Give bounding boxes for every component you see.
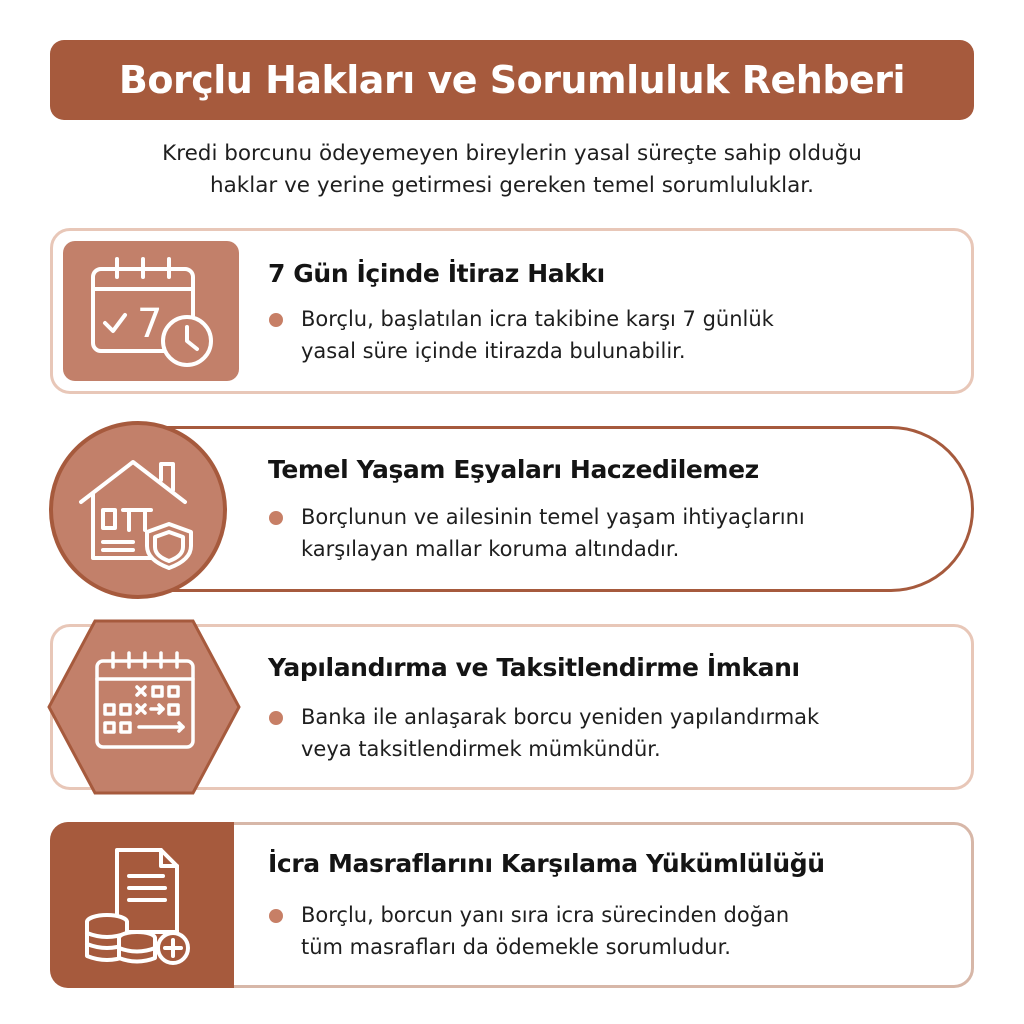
card-objection-right xyxy=(50,228,974,394)
card-title: İcra Masraflarını Karşılama Yükümlülüğü xyxy=(268,849,825,878)
card-costs-obligation xyxy=(50,822,974,988)
subtitle-line: Kredi borcunu ödeyemeyen bireylerin yasal süreçte sahip olduğu xyxy=(162,141,862,166)
card-restructuring xyxy=(50,624,974,790)
card-text xyxy=(301,303,961,367)
card-title: Yapılandırma ve Taksitlendirme İmkanı xyxy=(268,653,800,682)
card-text-line: Borçlu, borcun yanı sıra icra sürecinden doğan xyxy=(301,903,790,927)
bullet-dot xyxy=(269,511,283,525)
card-text-line: Banka ile anlaşarak borcu yeniden yapılandırmak xyxy=(301,705,820,729)
calendar-day-number: 7 xyxy=(137,301,163,347)
page-title: Borçlu Hakları ve Sorumluluk Rehberi xyxy=(118,58,906,102)
card-text-line: veya taksitlendirmek mümkündür. xyxy=(301,737,661,761)
card-essentials-protected xyxy=(50,426,974,592)
icon-tile xyxy=(63,241,239,381)
card-text-line: yasal süre içinde itirazda bulunabilir. xyxy=(301,339,686,363)
card-text-line: Borçlu, başlatılan icra takibine karşı 7 günlük xyxy=(301,307,774,331)
document-coins-icon xyxy=(77,840,207,970)
bullet-dot xyxy=(269,313,283,327)
bullet-dot xyxy=(269,909,283,923)
card-title: 7 Gün İçinde İtiraz Hakkı xyxy=(268,259,605,288)
card-text-line: Borçlunun ve ailesinin temel yaşam ihtiyaçlarını xyxy=(301,505,805,529)
calendar-clock-icon xyxy=(81,251,221,371)
card-title: Temel Yaşam Eşyaları Haczedilemez xyxy=(268,455,759,484)
page-subtitle xyxy=(40,138,984,202)
hexagon-shape xyxy=(47,619,241,795)
card-text xyxy=(301,701,961,765)
card-text xyxy=(301,899,961,963)
icon-hexagon xyxy=(47,619,241,795)
house-shield-icon xyxy=(73,450,203,570)
title-banner xyxy=(50,40,974,120)
card-text-line: tüm masrafları da ödemekle sorumludur. xyxy=(301,935,731,959)
subtitle-line: haklar ve yerine getirmesi gereken temel sorumluluklar. xyxy=(210,173,814,198)
card-text xyxy=(301,501,961,565)
bullet-dot xyxy=(269,711,283,725)
icon-tile xyxy=(50,822,234,988)
icon-circle xyxy=(49,421,227,599)
card-text-line: karşılayan mallar koruma altındadır. xyxy=(301,537,680,561)
